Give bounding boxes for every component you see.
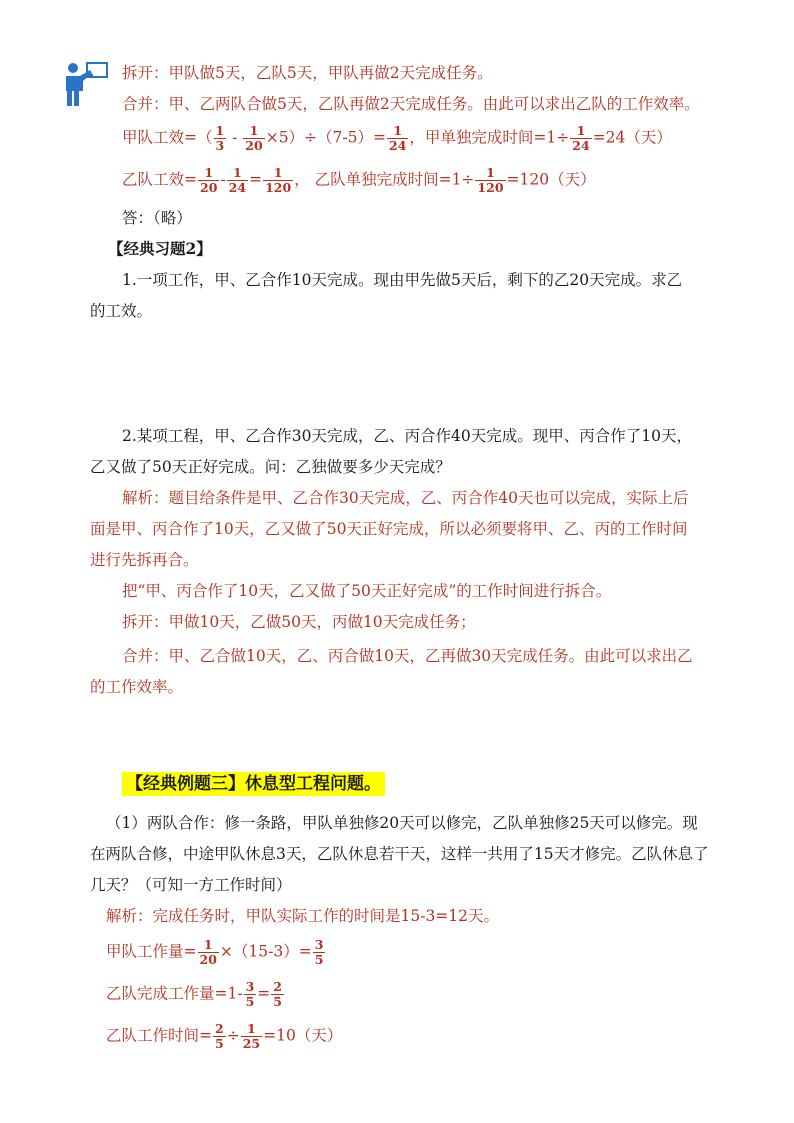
fraction: $\frac{1}{120}$ — [265, 165, 292, 195]
question-line: 在两队合修，中途甲队休息3天，乙队休息若干天，这样一共用了15天才修完。乙队休息了 — [90, 845, 709, 863]
formula-text: =10（天） — [263, 1026, 343, 1045]
question-line: 乙又做了50天正好完成。问：乙独做要多少天完成？ — [90, 458, 451, 476]
formula-text: ÷ — [226, 1026, 240, 1045]
formula-text: 乙队工作时间= — [106, 1026, 212, 1045]
merge-line: 合并：甲、乙两队合做5天，乙队再做2天完成任务。由此可以求出乙队的工作效率。 — [122, 95, 700, 113]
formula-text: =24（天） — [592, 128, 672, 147]
answer-line: 答：（略） — [122, 209, 192, 227]
question-line: 1.一项工作，甲、乙合作10天完成。现由甲先做5天后，剩下的乙20天完成。求乙 — [122, 271, 683, 289]
fraction: $\frac{1}{20}$ — [200, 165, 218, 195]
fraction: $\frac{1}{24}$ — [572, 123, 590, 153]
formula-text: 甲队工作量= — [106, 942, 197, 961]
formula-text: - — [227, 128, 243, 147]
fraction: $\frac{2}{5}$ — [215, 1021, 224, 1051]
analysis-line: 拆开：甲做10天，乙做50天，丙做10天完成任务； — [122, 613, 476, 631]
yi-time-formula — [106, 1022, 342, 1051]
section-heading — [122, 773, 385, 795]
analysis-line: 合并：甲、乙合做10天，乙、丙合做10天，乙再做30天完成任务。由此可以求出乙 — [122, 647, 693, 665]
formula-text: 甲队工效=（ — [122, 128, 213, 147]
formula-text: 乙队工效= — [122, 170, 197, 189]
analysis-line: 的工作效率。 — [90, 678, 184, 696]
formula-text: = — [249, 170, 263, 189]
highlighted-heading: 【经典例题三】休息型工程问题。 — [122, 772, 385, 796]
analysis-line: 把“甲、丙合作了10天，乙又做了50天正好完成”的工作时间进行拆合。 — [122, 582, 612, 600]
analysis-line: 面是甲、丙合作了10天，乙又做了50天正好完成，所以必须要将甲、乙、丙的工作时间 — [90, 520, 688, 538]
fraction: $\frac{3}{5}$ — [245, 979, 255, 1009]
fraction: $\frac{1}{3}$ — [215, 123, 225, 153]
formula-text: =120（天） — [506, 170, 596, 189]
formula-text: 乙队完成工作量=1- — [106, 984, 243, 1003]
fraction: $\frac{2}{5}$ — [273, 979, 282, 1009]
fraction: $\frac{1}{25}$ — [242, 1021, 261, 1051]
question-line: 2.某项工程，甲、乙合作30天完成，乙、丙合作40天完成。现甲、丙合作了10天， — [122, 427, 692, 445]
question-line: （1）两队合作：修一条路，甲队单独修20天可以修完，乙队单独修25天可以修完。现 — [106, 814, 698, 832]
yi-efficiency-formula — [122, 166, 596, 195]
analysis-line: 解析：完成任务时，甲队实际工作的时间是15-3=12天。 — [106, 907, 500, 925]
fraction: $\frac{1}{20}$ — [199, 937, 217, 967]
formula-text: ，甲单独完成时间=1÷ — [409, 128, 570, 147]
fraction: $\frac{1}{120}$ — [477, 165, 504, 195]
fraction: $\frac{1}{24}$ — [228, 165, 247, 195]
teacher-pointing-board-icon — [60, 56, 114, 110]
fraction: $\frac{3}{5}$ — [314, 937, 324, 967]
question-line: 的工效。 — [90, 302, 153, 320]
analysis-line: 进行先拆再合。 — [90, 551, 199, 569]
formula-text: ×（15-3）= — [219, 942, 312, 961]
formula-text: ， 乙队单独完成时间=1÷ — [294, 170, 475, 189]
section-heading: 【经典习题2】 — [108, 239, 212, 258]
fraction: $\frac{1}{20}$ — [245, 123, 263, 153]
split-line: 拆开：甲队做5天，乙队5天，甲队再做2天完成任务。 — [122, 64, 493, 82]
formula-text: - — [220, 170, 226, 189]
jia-efficiency-formula — [122, 124, 672, 153]
formula-text: ×5）÷（7-5）= — [265, 128, 386, 147]
jia-work-formula — [106, 938, 326, 967]
fraction: $\frac{1}{24}$ — [389, 123, 407, 153]
analysis-line: 解析：题目给条件是甲、乙合作30天完成，乙、丙合作40天也可以完成，实际上后 — [122, 489, 689, 507]
formula-text: = — [257, 984, 271, 1003]
question-line: 几天？（可知一方工作时间） — [90, 876, 292, 894]
yi-done-formula — [106, 980, 285, 1009]
